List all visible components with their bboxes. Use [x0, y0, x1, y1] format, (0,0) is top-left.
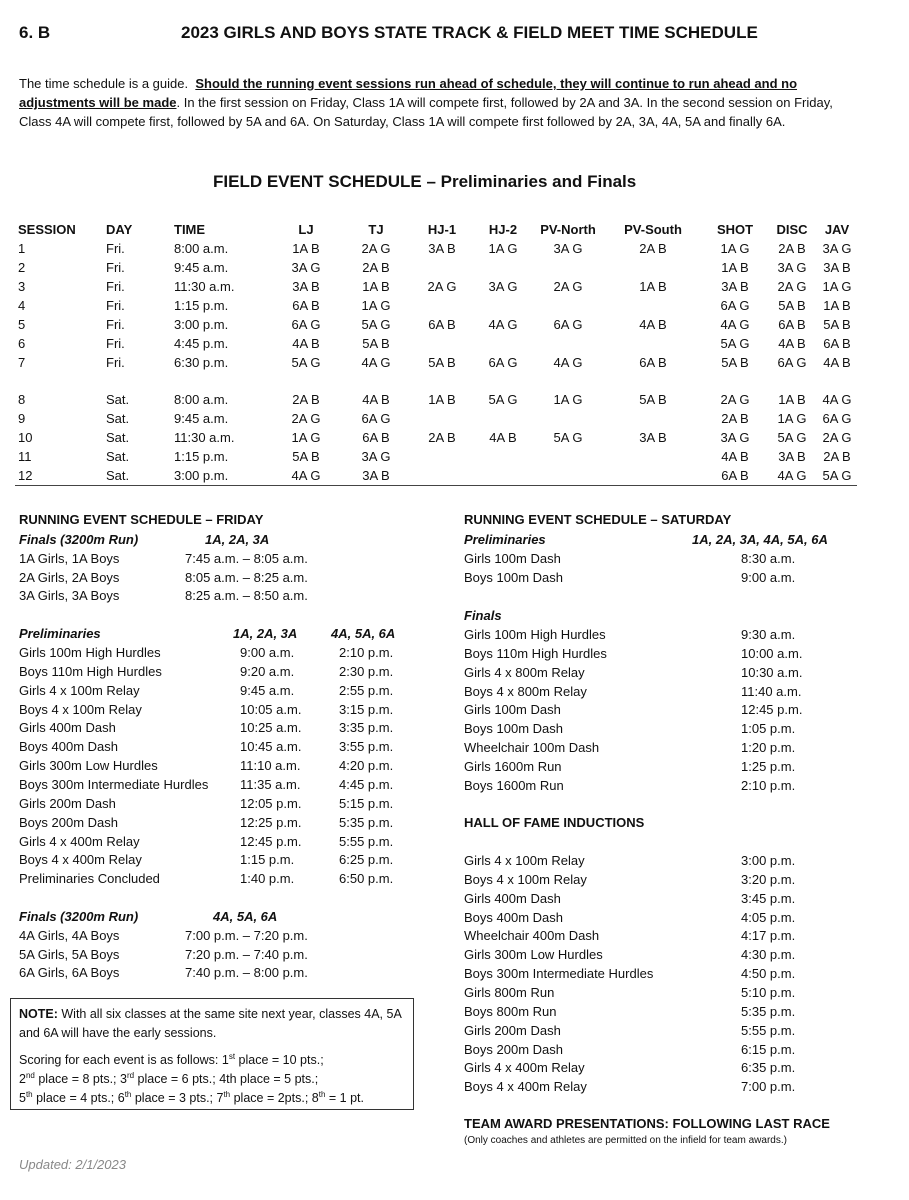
list-item: 1:05 p.m.	[741, 721, 796, 737]
table-cell: Sat.	[103, 466, 171, 486]
table-cell: Sat.	[106, 430, 130, 445]
intro-emphasis: Should the running event sessions run ahead of schedule, they will continue to run ahead and no adjustments will be made	[19, 76, 798, 110]
list-item: Girls 1600m Run	[464, 758, 562, 774]
table-cell: 3A G	[361, 449, 391, 464]
list-item: 11:35 a.m.	[240, 776, 301, 792]
table-cell: 1A G	[777, 411, 807, 426]
table-row	[15, 466, 857, 486]
prelims-header: 4A, 5A, 6A	[331, 626, 396, 641]
column-header: LJ	[298, 222, 314, 237]
scoring-text: Scoring for each event is as follows: 1st place = 10 pts.; 2nd place = 8 pts.; 3rd place = 6 pts.; 4th place = 5 pts.; 5th place = 4 pts.; 6th place = 3 pts.; 7th place = 2pts.; 8th = 1 pt.	[19, 1051, 364, 1105]
table-cell: 7	[18, 355, 26, 370]
finals-header: Finals (3200m Run)	[19, 532, 139, 547]
list-item: Boys 110m High Hurdles	[19, 663, 162, 679]
table-cell: 4A G	[767, 466, 817, 486]
list-item: Boys 200m Dash	[464, 1041, 563, 1057]
list-item: 4:17 p.m.	[741, 928, 796, 944]
table-cell: 8:00 a.m.	[174, 241, 229, 256]
section-number: 6. B	[19, 23, 51, 42]
table-cell: 6A B	[362, 430, 390, 445]
list-item: 3:15 p.m.	[339, 701, 394, 717]
table-cell	[411, 466, 473, 486]
list-item: 4:45 p.m.	[339, 776, 394, 792]
table-cell: 6A B	[639, 355, 667, 370]
table-cell: 2A B	[292, 392, 320, 407]
table-cell: 2A G	[291, 411, 321, 426]
column-header: TIME	[174, 222, 206, 237]
table-cell: 2A B	[362, 260, 390, 275]
table-row	[15, 428, 857, 447]
table-cell: 3A B	[428, 241, 456, 256]
list-item: Girls 800m Run	[464, 984, 555, 1000]
table-cell	[473, 447, 533, 466]
prelims-header: Preliminaries	[19, 626, 101, 641]
table-cell: 3:00 p.m.	[171, 466, 271, 486]
table-cell: 2A B	[639, 241, 667, 256]
list-item: 3:35 p.m.	[339, 720, 394, 736]
table-cell: 4A B	[823, 355, 851, 370]
finals-header: 1A, 2A, 3A	[205, 532, 270, 547]
list-item: Boys 300m Intermediate Hurdles	[464, 966, 654, 982]
table-cell: Sat.	[106, 392, 130, 407]
table-cell: 5A G	[817, 466, 857, 486]
table-cell: Sat.	[106, 449, 130, 464]
table-cell: Fri.	[106, 298, 125, 313]
table-row	[15, 353, 857, 372]
table-cell: 2A B	[721, 411, 749, 426]
table-cell: 3A B	[778, 449, 806, 464]
list-item: 12:45 p.m.	[741, 702, 803, 718]
column-header: DISC	[776, 222, 808, 237]
list-item: 8:05 a.m. – 8:25 a.m.	[185, 569, 308, 585]
table-cell	[533, 447, 603, 466]
list-item: Boys 1600m Run	[464, 777, 564, 793]
column-header: PV-South	[624, 222, 682, 237]
table-cell	[473, 334, 533, 353]
table-cell: 9	[18, 411, 26, 426]
list-item: 4:50 p.m.	[741, 966, 796, 982]
list-item: Girls 400m Dash	[19, 720, 116, 736]
table-cell: Fri.	[106, 241, 125, 256]
table-cell: Fri.	[106, 279, 125, 294]
table-cell: 1A G	[822, 279, 852, 294]
table-cell: 4A B	[292, 336, 320, 351]
table-cell: 6A G	[822, 411, 852, 426]
table-cell: 4A G	[488, 317, 518, 332]
list-item: 9:30 a.m.	[741, 627, 796, 642]
table-cell: 1A G	[720, 241, 750, 256]
table-cell: 6A B	[292, 298, 320, 313]
list-item: 3A Girls, 3A Boys	[19, 588, 120, 604]
list-item: 5:35 p.m.	[741, 1003, 796, 1019]
list-item: Boys 4 x 100m Relay	[19, 701, 142, 717]
table-cell: Fri.	[106, 317, 125, 332]
table-cell: 5	[18, 317, 26, 332]
table-cell: 3A B	[823, 260, 851, 275]
table-row	[15, 447, 857, 466]
list-item: Boys 400m Dash	[464, 909, 563, 925]
list-item: 4:30 p.m.	[741, 947, 796, 963]
table-cell: 11:30 a.m.	[174, 430, 235, 445]
column-header: SESSION	[18, 222, 76, 237]
table-cell: 3:00 p.m.	[174, 317, 229, 332]
list-item: 5A Girls, 5A Boys	[19, 946, 120, 962]
list-item: Wheelchair 100m Dash	[464, 740, 600, 756]
list-item: 7:40 p.m. – 8:00 p.m.	[185, 965, 308, 981]
table-cell: 3A G	[488, 279, 518, 294]
table-cell	[603, 447, 703, 466]
list-item: Boys 300m Intermediate Hurdles	[19, 776, 209, 792]
saturday-title: RUNNING EVENT SCHEDULE – SATURDAY	[464, 512, 732, 527]
list-item: 2A Girls, 2A Boys	[19, 569, 120, 585]
list-item: 6A Girls, 6A Boys	[19, 965, 120, 981]
list-item: 4A Girls, 4A Boys	[19, 928, 120, 943]
intro-paragraph	[19, 74, 864, 131]
table-cell: 6A B	[823, 336, 851, 351]
list-item: Preliminaries Concluded	[19, 871, 160, 887]
table-cell: 5A G	[720, 336, 750, 351]
table-row	[15, 409, 857, 428]
list-item: Girls 300m Low Hurdles	[464, 947, 603, 963]
list-item: 3:00 p.m.	[741, 853, 796, 868]
table-cell: 5A B	[823, 317, 851, 332]
table-row	[15, 390, 857, 409]
list-item: Boys 4 x 100m Relay	[464, 871, 587, 887]
table-cell: 1A G	[291, 430, 321, 445]
table-cell	[603, 409, 703, 428]
list-item: Girls 4 x 100m Relay	[464, 853, 585, 868]
table-cell: 6A G	[553, 317, 583, 332]
column-header: DAY	[106, 222, 133, 237]
table-cell	[411, 447, 473, 466]
table-cell: 1A B	[292, 241, 320, 256]
table-cell: 12	[15, 466, 103, 486]
table-cell: 4A G	[720, 317, 750, 332]
table-cell: 3A B	[341, 466, 411, 486]
list-item: 6:15 p.m.	[741, 1041, 796, 1057]
table-cell: 5A G	[291, 355, 321, 370]
list-item: 10:25 a.m.	[240, 720, 302, 736]
list-item: 5:15 p.m.	[339, 795, 394, 811]
list-item: 12:05 p.m.	[240, 795, 302, 811]
list-item: Girls 200m Dash	[464, 1022, 561, 1038]
table-cell	[603, 466, 703, 486]
table-cell: 9:45 a.m.	[174, 260, 229, 275]
table-cell	[533, 466, 603, 486]
list-item: 1:40 p.m.	[240, 871, 295, 887]
table-cell: 1A G	[361, 298, 391, 313]
table-cell: 5A B	[639, 392, 667, 407]
table-cell: 1:15 p.m.	[174, 449, 229, 464]
table-cell: 1A B	[721, 260, 749, 275]
table-cell: 2A B	[823, 449, 851, 464]
column-header: PV-North	[540, 222, 596, 237]
table-cell: 3A G	[553, 241, 583, 256]
list-item: 5:55 p.m.	[339, 833, 394, 849]
list-item: Girls 4 x 100m Relay	[19, 682, 140, 698]
table-cell: 6A G	[720, 298, 750, 313]
table-cell: Fri.	[106, 336, 125, 351]
table-cell: 4A G	[822, 392, 852, 407]
table-cell: 3A B	[639, 430, 667, 445]
friday-title: RUNNING EVENT SCHEDULE – FRIDAY	[19, 512, 264, 527]
table-cell	[473, 258, 533, 277]
table-row	[15, 277, 857, 296]
list-item: 9:20 a.m.	[240, 663, 295, 679]
list-item: Boys 100m Dash	[464, 721, 563, 737]
table-cell: 1	[18, 241, 26, 256]
prelims-header: Preliminaries	[464, 532, 546, 547]
list-item: 10:30 a.m.	[741, 664, 803, 680]
list-item: 8:30 a.m.	[741, 551, 796, 566]
updated-date: Updated: 2/1/2023	[19, 1157, 126, 1172]
table-cell: 6A G	[488, 355, 518, 370]
list-item: 4:20 p.m.	[339, 758, 394, 774]
table-cell	[603, 296, 703, 315]
list-item: 9:00 a.m.	[741, 569, 796, 585]
list-item: 7:00 p.m.	[741, 1079, 796, 1095]
table-cell: Sat.	[106, 411, 130, 426]
list-item: 11:10 a.m.	[240, 758, 301, 774]
table-cell: 5A B	[292, 449, 320, 464]
list-item: Girls 400m Dash	[464, 890, 561, 906]
finals-header: 4A, 5A, 6A	[213, 909, 278, 924]
list-item: 12:45 p.m.	[240, 833, 302, 849]
table-cell: 4A B	[362, 392, 390, 407]
list-item: Girls 300m Low Hurdles	[19, 758, 158, 774]
list-item: Boys 4 x 400m Relay	[19, 852, 142, 868]
table-cell: 4A B	[489, 430, 517, 445]
table-cell	[533, 296, 603, 315]
list-item: 6:25 p.m.	[339, 852, 394, 868]
list-item: Boys 4 x 400m Relay	[464, 1079, 587, 1095]
table-cell	[603, 334, 703, 353]
table-cell: 6A B	[428, 317, 456, 332]
table-cell	[533, 334, 603, 353]
list-item: 2:30 p.m.	[339, 663, 394, 679]
table-cell	[533, 409, 603, 428]
table-row	[15, 334, 857, 353]
table-cell: 5A B	[428, 355, 456, 370]
intro-lead: The time schedule is a guide.	[19, 76, 189, 91]
note-box	[10, 998, 414, 1110]
list-item: 8:25 a.m. – 8:50 a.m.	[185, 588, 308, 604]
table-cell: 6A B	[703, 466, 767, 486]
table-row	[15, 258, 857, 277]
table-cell: 2A G	[822, 430, 852, 445]
note-line: With all six classes at the same site next year, classes 4A, 5A and 6A will have the early sessions.	[19, 1007, 402, 1040]
list-item: Boys 4 x 800m Relay	[464, 683, 587, 699]
list-item: 5:55 p.m.	[741, 1022, 796, 1038]
table-cell: Fri.	[106, 260, 125, 275]
field-event-title: FIELD EVENT SCHEDULE – Preliminaries and Finals	[213, 172, 637, 191]
list-item: 3:55 p.m.	[339, 739, 394, 755]
list-item: Boys 800m Run	[464, 1003, 557, 1019]
column-header: TJ	[368, 222, 384, 237]
table-cell: 2A G	[777, 279, 807, 294]
column-header: HJ-2	[488, 222, 518, 237]
table-cell: 2	[18, 260, 26, 275]
table-cell	[473, 409, 533, 428]
table-cell: 4A B	[778, 336, 806, 351]
table-cell: 6:30 p.m.	[174, 355, 229, 370]
table-row	[15, 315, 857, 334]
list-item: Boys 200m Dash	[19, 814, 118, 830]
list-item: 1:15 p.m.	[240, 852, 295, 868]
list-item: 7:20 p.m. – 7:40 p.m.	[185, 946, 308, 962]
list-item: Girls 4 x 400m Relay	[19, 833, 140, 849]
list-item: Wheelchair 400m Dash	[464, 928, 600, 944]
list-item: 2:10 p.m.	[741, 777, 796, 793]
list-item: 7:45 a.m. – 8:05 a.m.	[185, 551, 308, 566]
list-item: 5:10 p.m.	[741, 984, 796, 1000]
table-cell: 1A G	[553, 392, 583, 407]
list-item: 5:35 p.m.	[339, 814, 394, 830]
team-award-note: (Only coaches and athletes are permitted on the infield for team awards.)	[464, 1135, 787, 1146]
column-header: SHOT	[716, 222, 754, 237]
list-item: 3:20 p.m.	[741, 871, 796, 887]
table-cell: 5A G	[488, 392, 518, 407]
table-cell: 3A G	[777, 260, 807, 275]
list-item: 10:45 a.m.	[240, 739, 302, 755]
list-item: 6:50 p.m.	[339, 871, 394, 887]
table-cell: 2A G	[720, 392, 750, 407]
table-cell: 6	[18, 336, 26, 351]
list-item: 2:10 p.m.	[339, 645, 394, 660]
prelims-header: 1A, 2A, 3A, 4A, 5A, 6A	[692, 532, 828, 547]
list-item: 7:00 p.m. – 7:20 p.m.	[185, 928, 308, 943]
column-header: JAV	[824, 222, 850, 237]
table-cell: 6A G	[777, 355, 807, 370]
table-cell: 4A B	[721, 449, 749, 464]
table-row	[15, 239, 857, 258]
table-cell: 1A B	[778, 392, 806, 407]
list-item: 4:05 p.m.	[741, 909, 796, 925]
list-item: Girls 100m High Hurdles	[464, 627, 606, 642]
table-cell	[533, 258, 603, 277]
hall-of-fame-heading: HALL OF FAME INDUCTIONS	[464, 815, 645, 830]
table-cell: 1:15 p.m.	[174, 298, 229, 313]
table-cell: 2A B	[428, 430, 456, 445]
table-cell: 5A B	[778, 298, 806, 313]
finals-header: Finals	[464, 608, 502, 623]
table-cell: 1A B	[362, 279, 390, 294]
table-cell	[473, 296, 533, 315]
list-item: 12:25 p.m.	[240, 814, 302, 830]
table-cell: 3	[18, 279, 26, 294]
list-item: Girls 100m Dash	[464, 551, 561, 566]
table-cell: 1A B	[639, 279, 667, 294]
table-cell: 5A G	[361, 317, 391, 332]
table-cell: 2A B	[778, 241, 806, 256]
table-cell: 5A B	[362, 336, 390, 351]
note-text: NOTE: With all six classes at the same site next year, classes 4A, 5A and 6A will have the early sessions.	[19, 1007, 402, 1040]
table-cell: 4	[18, 298, 26, 313]
page-title: 2023 GIRLS AND BOYS STATE TRACK & FIELD MEET TIME SCHEDULE	[181, 23, 758, 42]
list-item: 6:35 p.m.	[741, 1060, 796, 1076]
list-item: 11:40 a.m.	[741, 683, 802, 699]
table-cell: 8	[18, 392, 26, 407]
table-cell	[411, 334, 473, 353]
table-cell: 4A G	[553, 355, 583, 370]
table-cell: 3A B	[721, 279, 749, 294]
table-cell: 4A G	[271, 466, 341, 486]
column-header: HJ-1	[427, 222, 457, 237]
table-cell: 8:00 a.m.	[174, 392, 229, 407]
list-item: 1:25 p.m.	[741, 758, 796, 774]
table-cell: 4A G	[361, 355, 391, 370]
table-cell	[411, 296, 473, 315]
list-item: Girls 100m Dash	[464, 702, 561, 718]
table-cell: 9:45 a.m.	[174, 411, 229, 426]
table-cell: 3A B	[292, 279, 320, 294]
table-cell: 10	[18, 430, 33, 445]
table-cell	[473, 466, 533, 486]
table-cell: 3A G	[720, 430, 750, 445]
intro-rest: . In the first session on Friday, Class 1A will compete first, followed by 2A and 3A. In the second session on Friday, Class 4A will compete first, followed by 5A and 6A. On Saturday, Class 1A will compete first followed by 2A, 3A, 4A, 5A and finally 6A.	[19, 95, 833, 129]
table-cell: 2A G	[361, 241, 391, 256]
table-cell: 6A G	[291, 317, 321, 332]
list-item: Boys 110m High Hurdles	[464, 645, 607, 661]
table-cell: 3A G	[291, 260, 321, 275]
table-cell: 6A B	[778, 317, 806, 332]
list-item: 1:20 p.m.	[741, 740, 796, 756]
prelims-header: 1A, 2A, 3A	[233, 626, 298, 641]
list-item: Boys 100m Dash	[464, 569, 563, 585]
list-item: Boys 400m Dash	[19, 739, 118, 755]
list-item: 10:05 a.m.	[240, 701, 302, 717]
list-item: Girls 4 x 400m Relay	[464, 1060, 585, 1076]
field-event-table	[15, 220, 857, 486]
table-cell	[411, 258, 473, 277]
list-item: 9:45 a.m.	[240, 682, 295, 698]
table-cell: 5A G	[777, 430, 807, 445]
team-award-heading: TEAM AWARD PRESENTATIONS: FOLLOWING LAST RACE	[464, 1116, 830, 1131]
table-cell: 4:45 p.m.	[174, 336, 229, 351]
table-cell	[411, 409, 473, 428]
list-item: Girls 100m High Hurdles	[19, 645, 161, 660]
finals-header: Finals (3200m Run)	[19, 909, 139, 924]
table-cell: 2A G	[553, 279, 583, 294]
table-cell: 11	[18, 449, 32, 464]
table-cell: 4A B	[639, 317, 667, 332]
list-item: Girls 200m Dash	[19, 795, 116, 811]
table-cell: 6A G	[361, 411, 391, 426]
table-cell: 11:30 a.m.	[174, 279, 235, 294]
table-cell: 1A G	[488, 241, 518, 256]
table-cell: 2A G	[427, 279, 457, 294]
table-cell: 1A B	[823, 298, 851, 313]
table-cell: 5A B	[721, 355, 749, 370]
list-item: Girls 4 x 800m Relay	[464, 664, 585, 680]
table-row	[15, 296, 857, 315]
table-cell: 1A B	[428, 392, 456, 407]
table-cell: 3A G	[822, 241, 852, 256]
table-cell	[603, 258, 703, 277]
list-item: 1A Girls, 1A Boys	[19, 551, 120, 566]
table-cell: Fri.	[106, 355, 125, 370]
list-item: 9:00 a.m.	[240, 645, 295, 660]
table-cell: 5A G	[553, 430, 583, 445]
list-item: 3:45 p.m.	[741, 890, 796, 906]
list-item: 10:00 a.m.	[741, 645, 803, 661]
list-item: 2:55 p.m.	[339, 682, 394, 698]
